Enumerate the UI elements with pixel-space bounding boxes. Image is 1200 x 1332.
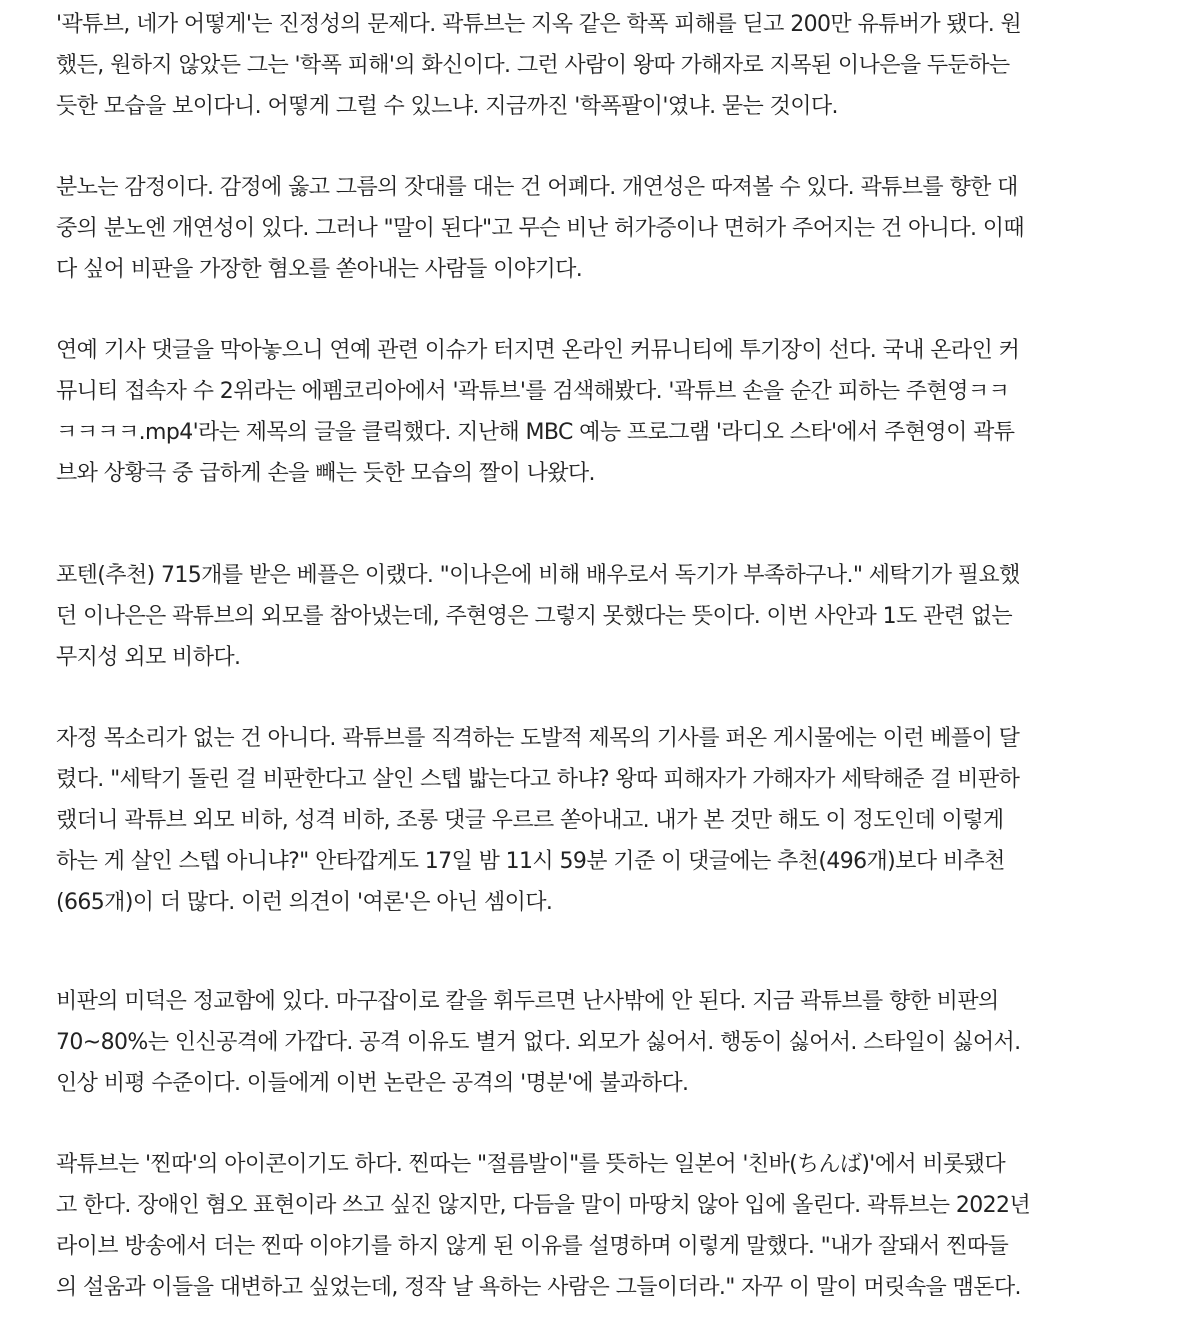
article-paragraph [56, 981, 1021, 1104]
text-line: 포텐(추천) 715개를 받은 베플은 이랬다. "이나은에 비해 배우로서 독기가 부족하구나." 세탁기가 필요했 [56, 563, 1020, 588]
text-line: 무지성 외모 비하다. [56, 645, 241, 670]
text-line: 랬더니 곽튜브 외모 비하, 성격 비하, 조롱 댓글 우르르 쏟아내고. 내가 본 것만 해도 이 정도인데 이렇게 [56, 808, 1004, 833]
article-paragraph [56, 718, 1019, 923]
text-line: 다 싶어 비판을 가장한 혐오를 쏟아내는 사람들 이야기다. [56, 257, 583, 282]
article-paragraph [56, 1144, 1030, 1308]
text-line: 자정 목소리가 없는 건 아니다. 곽튜브를 직격하는 도발적 제목의 기사를 퍼온 게시물에는 이런 베플이 달 [56, 726, 1020, 751]
text-line: 듯한 모습을 보이다니. 어떻게 그럴 수 있느냐. 지금까진 '학폭팔이'였냐. 묻는 것이다. [56, 94, 838, 119]
text-line: 라이브 방송에서 더는 찐따 이야기를 하지 않게 된 이유를 설명하며 이렇게 말했다. "내가 잘돼서 찐따들 [56, 1234, 1009, 1259]
article-paragraph [56, 330, 1019, 494]
text-line: 뮤니티 접속자 수 2위라는 에펨코리아에서 '곽튜브'를 검색해봤다. '곽튜브 손을 순간 피하는 주현영ㅋㅋ [56, 379, 1010, 404]
text-line: 했든, 원하지 않았든 그는 '학폭 피해'의 화신이다. 그런 사람이 왕따 가해자로 지목된 이나은을 두둔하는 [56, 53, 1010, 78]
text-line: 렸다. "세탁기 돌린 걸 비판한다고 살인 스텝 밟는다고 하냐? 왕따 피해자가 가해자가 세탁해준 걸 비판하 [56, 767, 1020, 792]
article-paragraph [56, 167, 1024, 290]
article-paragraph [56, 4, 1021, 127]
text-line: 70~80%는 인신공격에 가깝다. 공격 이유도 별거 없다. 외모가 싫어서. 행동이 싫어서. 스타일이 싫어서. [56, 1030, 1021, 1055]
text-line: 분노는 감정이다. 감정에 옳고 그름의 잣대를 대는 건 어폐다. 개연성은 따져볼 수 있다. 곽튜브를 향한 대 [56, 175, 1018, 200]
text-line: ㅋㅋㅋㅋ.mp4'라는 제목의 글을 클릭했다. 지난해 MBC 예능 프로그램 '라디오 스타'에서 주현영이 곽튜 [56, 420, 1015, 445]
article-paragraph [56, 555, 1020, 678]
text-line: 고 한다. 장애인 혐오 표현이라 쓰고 싶진 않지만, 다듬을 말이 마땅치 않아 입에 올린다. 곽튜브는 2022년 [56, 1193, 1031, 1218]
text-line: 비판의 미덕은 정교함에 있다. 마구잡이로 칼을 휘두르면 난사밖에 안 된다. 지금 곽튜브를 향한 비판의 [56, 989, 999, 1014]
text-line: 중의 분노엔 개연성이 있다. 그러나 "말이 된다"고 무슨 비난 허가증이나 면허가 주어지는 건 아니다. 이때 [56, 216, 1025, 241]
text-line: 던 이나은은 곽튜브의 외모를 참아냈는데, 주현영은 그렇지 못했다는 뜻이다. 이번 사안과 1도 관련 없는 [56, 604, 1013, 629]
text-line: 브와 상황극 중 급하게 손을 빼는 듯한 모습의 짤이 나왔다. [56, 461, 595, 486]
text-line: 인상 비평 수준이다. 이들에게 이번 논란은 공격의 '명분'에 불과하다. [56, 1071, 689, 1096]
text-line: 하는 게 살인 스텝 아니냐?" 안타깝게도 17일 밤 11시 59분 기준 이 댓글에는 추천(496개)보다 비추천 [56, 849, 1005, 874]
text-line: (665개)이 더 많다. 이런 의견이 '여론'은 아닌 셈이다. [56, 890, 553, 915]
text-line: '곽튜브, 네가 어떻게'는 진정성의 문제다. 곽튜브는 지옥 같은 학폭 피해를 딛고 200만 유튜버가 됐다. 원 [56, 12, 1022, 37]
text-line: 곽튜브는 '찐따'의 아이콘이기도 하다. 찐따는 "절름발이"를 뜻하는 일본어 '친바(ちんば)'에서 비롯됐다 [56, 1152, 1006, 1177]
text-line: 연예 기사 댓글을 막아놓으니 연예 관련 이슈가 터지면 온라인 커뮤니티에 투기장이 선다. 국내 온라인 커 [56, 338, 1020, 363]
text-line: 의 설움과 이들을 대변하고 싶었는데, 정작 날 욕하는 사람은 그들이더라." 자꾸 이 말이 머릿속을 맴돈다. [56, 1275, 1021, 1300]
